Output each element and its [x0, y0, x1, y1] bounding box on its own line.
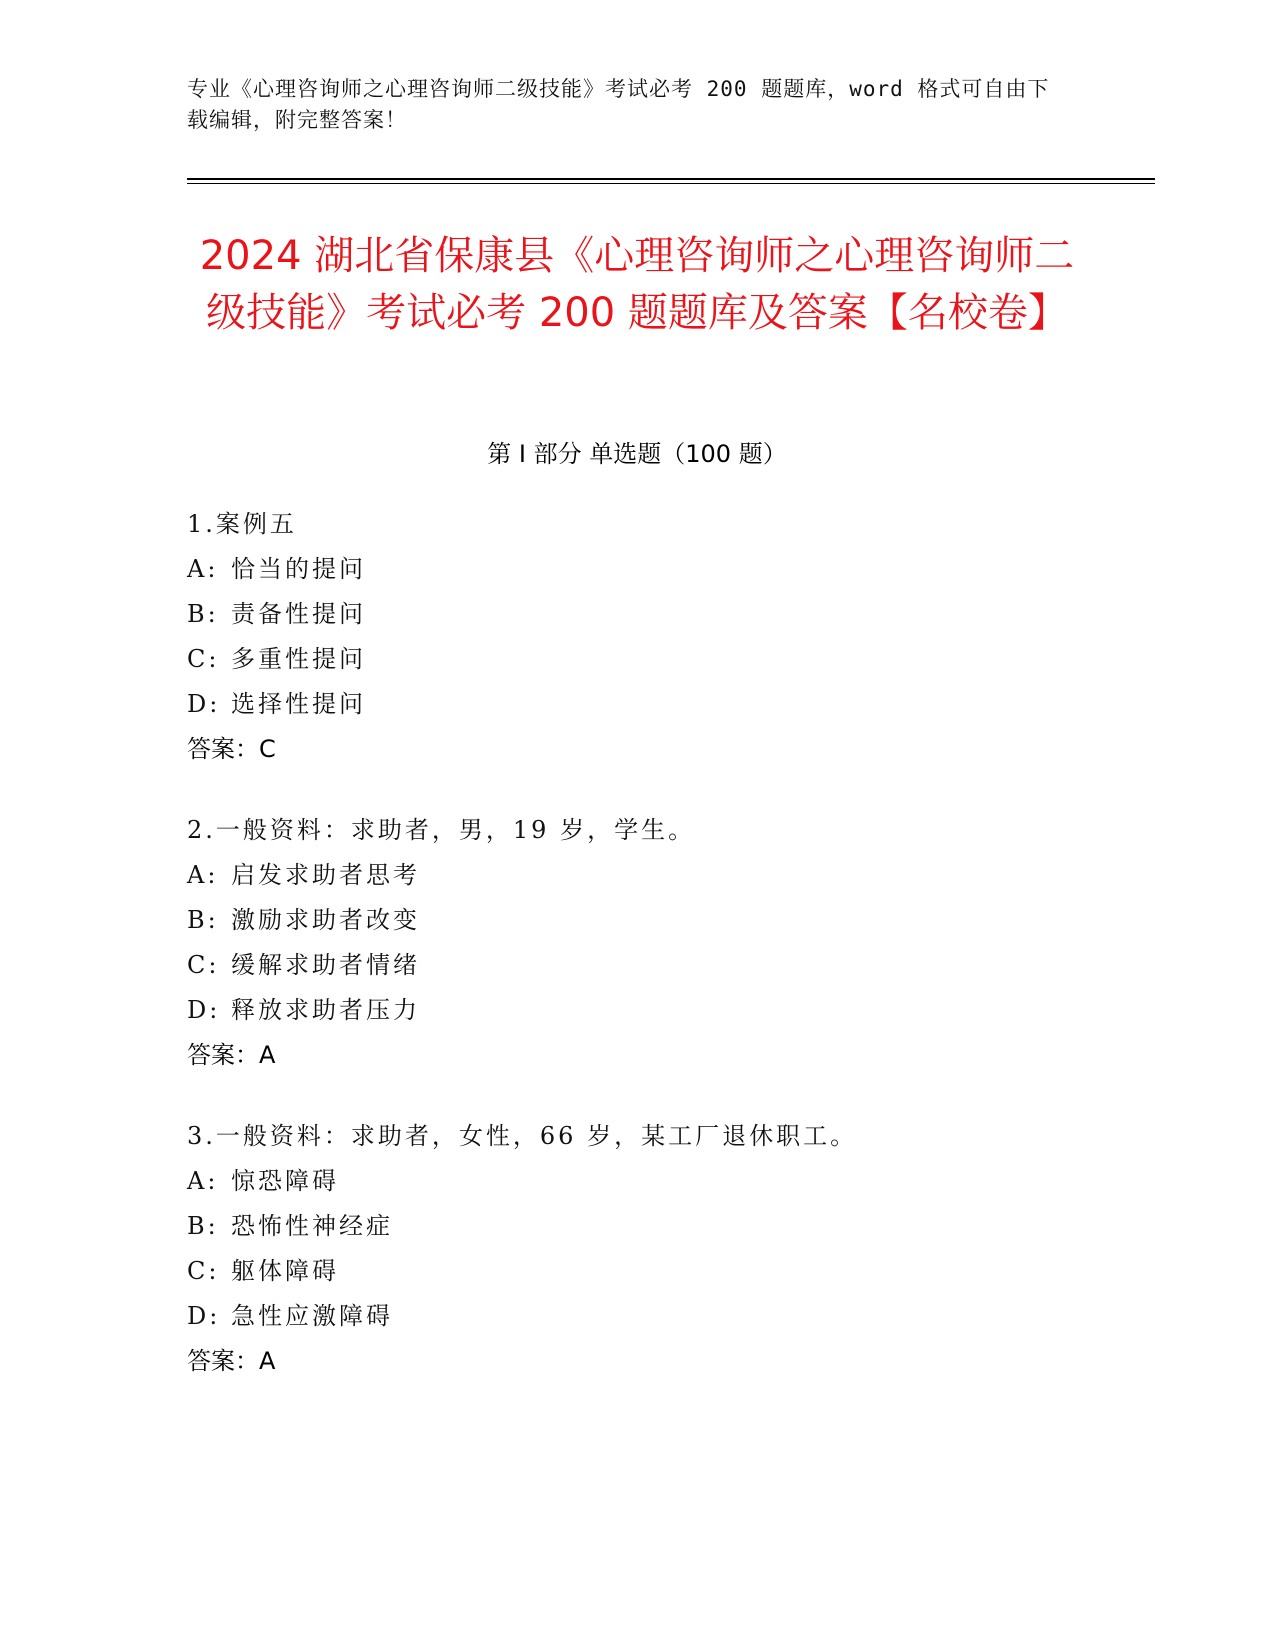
- answer-prefix: 答案：: [187, 1347, 259, 1375]
- answer-value: A: [259, 1041, 276, 1069]
- option-c: [187, 943, 1087, 988]
- question-stem: 1.案例五: [187, 510, 297, 538]
- option-d: [187, 682, 1087, 727]
- answer-prefix: 答案：: [187, 735, 259, 763]
- header-rule-thin: [187, 183, 1155, 184]
- option-a: [187, 1159, 1087, 1204]
- option-text: 缓解求助者情绪: [231, 951, 420, 979]
- question-stem: 3.一般资料：求助者，女性，66 岁，某工厂退休职工。: [187, 1122, 858, 1150]
- question-stem: 2.一般资料：求助者，男，19 岁，学生。: [187, 816, 696, 844]
- option-text: 惊恐障碍: [231, 1167, 339, 1195]
- option-label: A:: [187, 861, 219, 889]
- option-c: [187, 1249, 1087, 1294]
- header-note: 专业《心理咨询师之心理咨询师二级技能》考试必考 200 题题库，word 格式可自由下载编辑，附完整答案！: [187, 77, 1050, 132]
- answer-line: [187, 727, 1087, 772]
- answer-value: A: [259, 1347, 276, 1375]
- option-label: B:: [187, 600, 219, 628]
- option-label: C:: [187, 951, 220, 979]
- option-text: 激励求助者改变: [231, 906, 420, 934]
- option-label: C:: [187, 645, 220, 673]
- option-d: [187, 1294, 1087, 1339]
- answer-line: [187, 1339, 1087, 1384]
- option-b: [187, 898, 1087, 943]
- answer-line: [187, 1033, 1087, 1078]
- option-c: [187, 637, 1087, 682]
- option-d: [187, 988, 1087, 1033]
- option-b: [187, 592, 1087, 637]
- document-title: 2024 湖北省保康县《心理咨询师之心理咨询师二级技能》考试必考 200 题题库及答案【名校卷】: [199, 233, 1075, 336]
- option-a: [187, 853, 1087, 898]
- option-text: 选择性提问: [231, 690, 366, 718]
- question-1: [187, 502, 1087, 772]
- option-label: A:: [187, 555, 219, 583]
- option-label: D:: [187, 1302, 221, 1330]
- option-label: C:: [187, 1257, 220, 1285]
- answer-prefix: 答案：: [187, 1041, 259, 1069]
- option-text: 恐怖性神经症: [231, 1212, 393, 1240]
- option-text: 启发求助者思考: [231, 861, 420, 889]
- option-label: D:: [187, 996, 221, 1024]
- option-text: 责备性提问: [231, 600, 366, 628]
- answer-value: C: [259, 735, 276, 763]
- question-2: [187, 808, 1087, 1078]
- option-label: B:: [187, 1212, 219, 1240]
- question-3: [187, 1114, 1087, 1384]
- option-label: B:: [187, 906, 219, 934]
- option-b: [187, 1204, 1087, 1249]
- option-label: A:: [187, 1167, 219, 1195]
- option-text: 释放求助者压力: [231, 996, 420, 1024]
- option-text: 急性应激障碍: [231, 1302, 393, 1330]
- option-a: [187, 547, 1087, 592]
- option-text: 多重性提问: [231, 645, 366, 673]
- header-rule-thick: [187, 178, 1155, 180]
- option-text: 躯体障碍: [231, 1257, 339, 1285]
- option-label: D:: [187, 690, 221, 718]
- option-text: 恰当的提问: [231, 555, 366, 583]
- section-heading: 第 I 部分 单选题（100 题）: [487, 440, 787, 468]
